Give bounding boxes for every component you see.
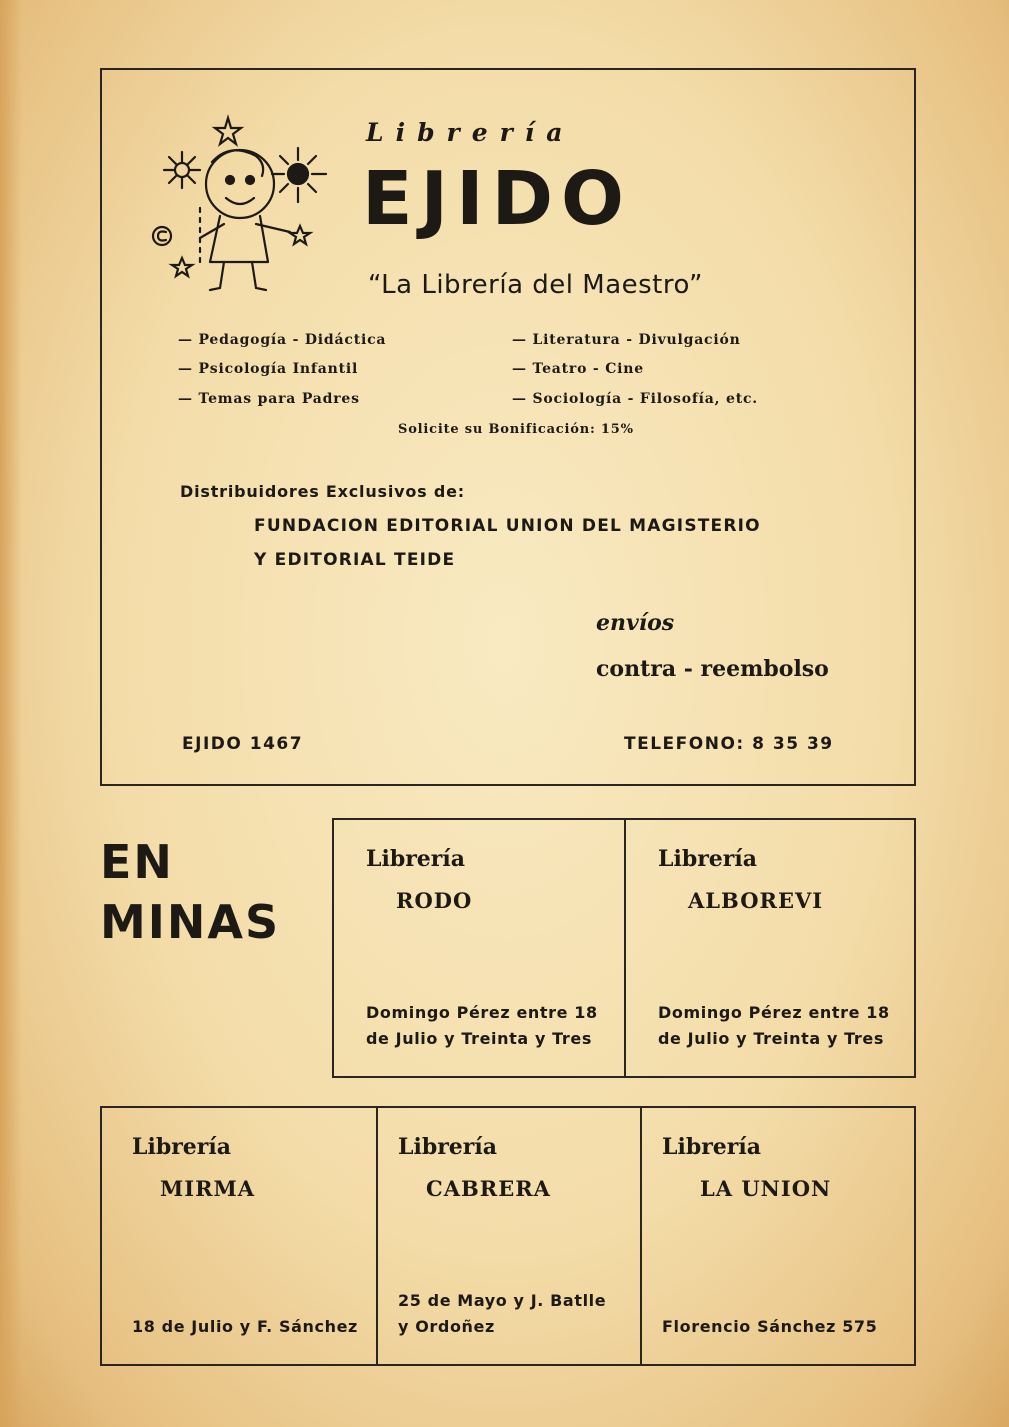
store-name: RODO — [396, 888, 473, 913]
store-label: Librería — [662, 1134, 761, 1160]
store-listing — [334, 820, 626, 1076]
store-name: EJIDO — [362, 156, 632, 242]
store-label: Librería — [398, 1134, 497, 1160]
store-address — [398, 1288, 606, 1340]
store-name: ALBOREVI — [688, 888, 824, 913]
ejido-advertisement — [100, 68, 916, 786]
shipping-line: envíos — [596, 610, 675, 636]
store-slogan: “La Librería del Maestro” — [368, 270, 703, 300]
store-address — [662, 1314, 877, 1340]
store-listing — [642, 1108, 914, 1364]
librería-label: Librería — [366, 118, 575, 147]
address-line: de Julio y Treinta y Tres — [366, 1029, 592, 1048]
distributor-name: FUNDACION EDITORIAL UNION DEL MAGISTERIO — [254, 516, 761, 536]
topic-item: — Temas para Padres — [178, 391, 360, 407]
store-address — [658, 1000, 890, 1052]
store-address: EJIDO 1467 — [182, 734, 304, 754]
topic-item: — Sociología - Filosofía, etc. — [512, 391, 758, 407]
topic-item: — Psicología Infantil — [178, 361, 359, 377]
shipping-line: contra - reembolso — [596, 656, 829, 682]
child-mascot-illustration — [140, 112, 330, 297]
store-name: LA UNION — [700, 1176, 832, 1201]
page-edge-shadow — [0, 0, 22, 1427]
store-listing — [102, 1108, 378, 1364]
store-label: Librería — [366, 846, 465, 872]
minas-stores-row — [332, 818, 916, 1078]
store-label: Librería — [658, 846, 757, 872]
discount-notice: Solicite su Bonificación: 15% — [398, 422, 634, 437]
address-line: 18 de Julio y F. Sánchez — [132, 1317, 358, 1336]
address-line: Domingo Pérez entre 18 — [658, 1003, 890, 1022]
store-listing — [378, 1108, 642, 1364]
topic-item: — Pedagogía - Didáctica — [178, 332, 387, 348]
address-line: Domingo Pérez entre 18 — [366, 1003, 598, 1022]
address-line: 25 de Mayo y J. Batlle — [398, 1291, 607, 1310]
section-title — [100, 832, 280, 952]
address-line: y Ordoñez — [398, 1317, 495, 1336]
address-line: Florencio Sánchez 575 — [662, 1317, 878, 1336]
section-title-line: MINAS — [100, 895, 281, 949]
address-line: de Julio y Treinta y Tres — [658, 1029, 884, 1048]
topic-item: — Literatura - Divulgación — [512, 332, 741, 348]
topic-item: — Teatro - Cine — [512, 361, 644, 377]
distributor-name: Y EDITORIAL TEIDE — [254, 550, 456, 570]
store-name: CABRERA — [426, 1176, 551, 1201]
store-listing — [626, 820, 914, 1076]
store-address — [366, 1000, 598, 1052]
store-address — [132, 1314, 358, 1340]
distributors-label: Distribuidores Exclusivos de: — [180, 482, 465, 501]
section-title-line: EN — [100, 835, 174, 889]
store-name: MIRMA — [160, 1176, 256, 1201]
minas-stores-row — [100, 1106, 916, 1366]
store-phone: TELEFONO: 8 35 39 — [624, 734, 834, 754]
store-label: Librería — [132, 1134, 231, 1160]
